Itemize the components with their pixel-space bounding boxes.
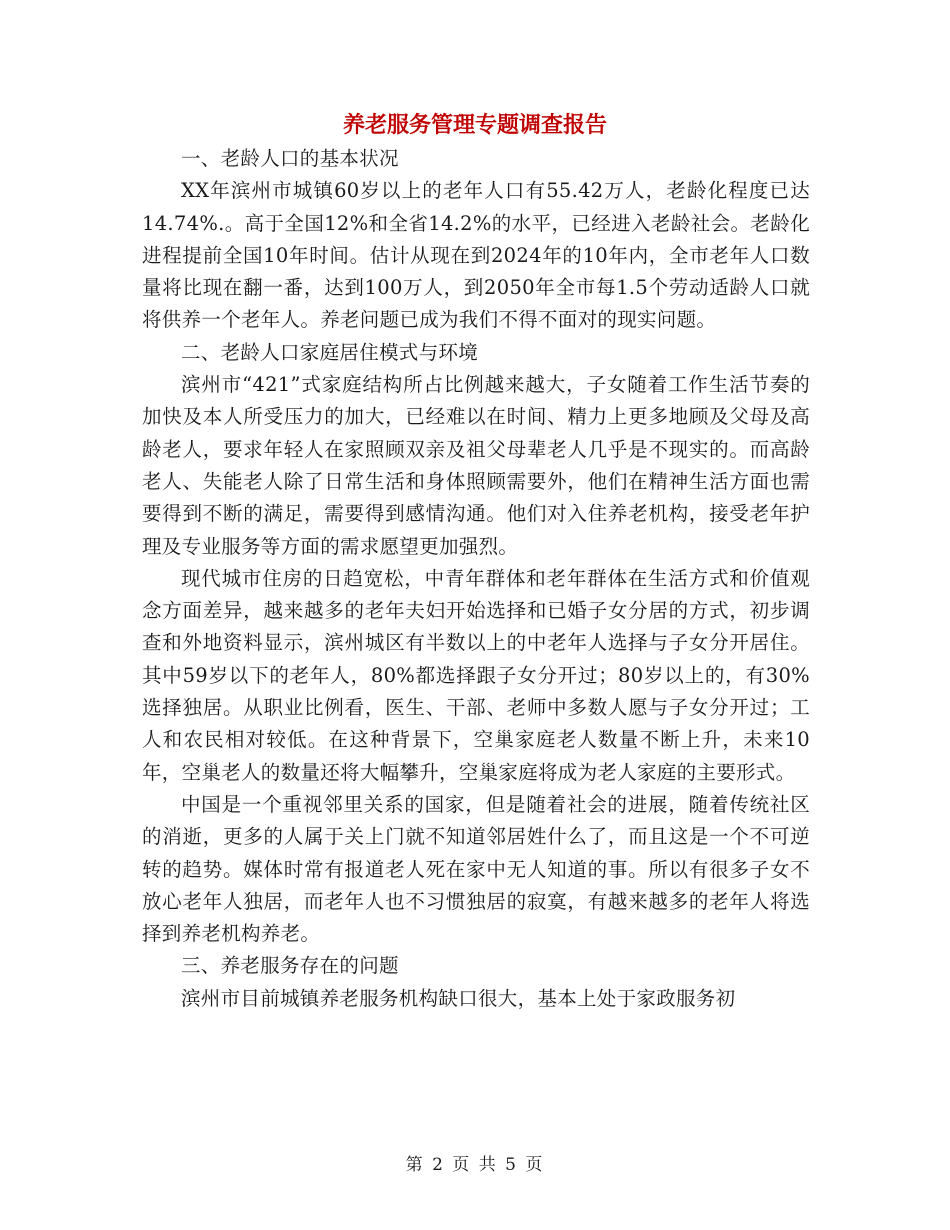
document-body bbox=[142, 143, 810, 1015]
section-1 bbox=[142, 143, 810, 337]
page-footer: 第 2 页 共 5 页 bbox=[405, 1155, 545, 1175]
paragraph: 中国是一个重视邻里关系的国家，但是随着社会的进展，随着传统社区的消逝，更多的人属于关上门就不知道邻居姓什么了，而且这是一个不可逆转的趋势。媒体时常有报道老人死在家中无人知道的事。所以有很多子女不放心老年人独居，而老年人也不习惯独居的寂寞，有越来越多的老年人将选择到养老机构养老。 bbox=[142, 792, 810, 946]
section-heading: 一、老龄人口的基本状况 bbox=[181, 147, 399, 170]
paragraph: 滨州市“421”式家庭结构所占比例越来越大，子女随着工作生活节奏的加快及本人所受压力的加大，已经难以在时间、精力上更多地顾及父母及高龄老人，要求年轻人在家照顾双亲及祖父母辈老人几乎是不现实的。而高龄老人、失能老人除了日常生活和身体照顾需要外，他们在精神生活方面也需要得到不断的满足，需要得到感情沟通。他们对入住养老机构，接受老年护理及专业服务等方面的需求愿望更加强烈。 bbox=[142, 373, 810, 558]
section-3 bbox=[142, 950, 810, 1015]
paragraph: XX年滨州市城镇60岁以上的老年人口有55.42万人，老龄化程度已达14.74%.。高于全国12%和全省14.2%的水平，已经进入老龄社会。老龄化进程提前全国10年时间。估计从现在到2024年的10年内，全市老年人口数量将比现在翻一番，达到100万人，到2050年全市每1.5个劳动适龄人口就将供养一个老年人。养老问题已成为我们不得不面对的现实问题。 bbox=[142, 179, 810, 332]
section-2 bbox=[142, 337, 810, 951]
paragraph: 现代城市住房的日趋宽松，中青年群体和老年群体在生活方式和价值观念方面差异，越来越多的老年夫妇开始选择和已婚子女分居的方式，初步调查和外地资料显示，滨州城区有半数以上的中老年人选择与子女分开居住。其中59岁以下的老年人，80%都选择跟子女分开过；80岁以上的，有30%选择独居。从职业比例看，医生、干部、老师中多数人愿与子女分开过；工人和农民相对较低。在这种背景下，空巢家庭老人数量不断上升，未来10年，空巢老人的数量还将大幅攀升，空巢家庭将成为老人家庭的主要形式。 bbox=[142, 566, 810, 784]
paragraph: 滨州市目前城镇养老服务机构缺口很大，基本上处于家政服务初 bbox=[181, 986, 736, 1010]
section-heading: 三、养老服务存在的问题 bbox=[181, 954, 399, 978]
section-heading: 二、老龄人口家庭居住模式与环境 bbox=[181, 340, 479, 364]
document-title: 养老服务管理专题调查报告 bbox=[342, 112, 607, 138]
